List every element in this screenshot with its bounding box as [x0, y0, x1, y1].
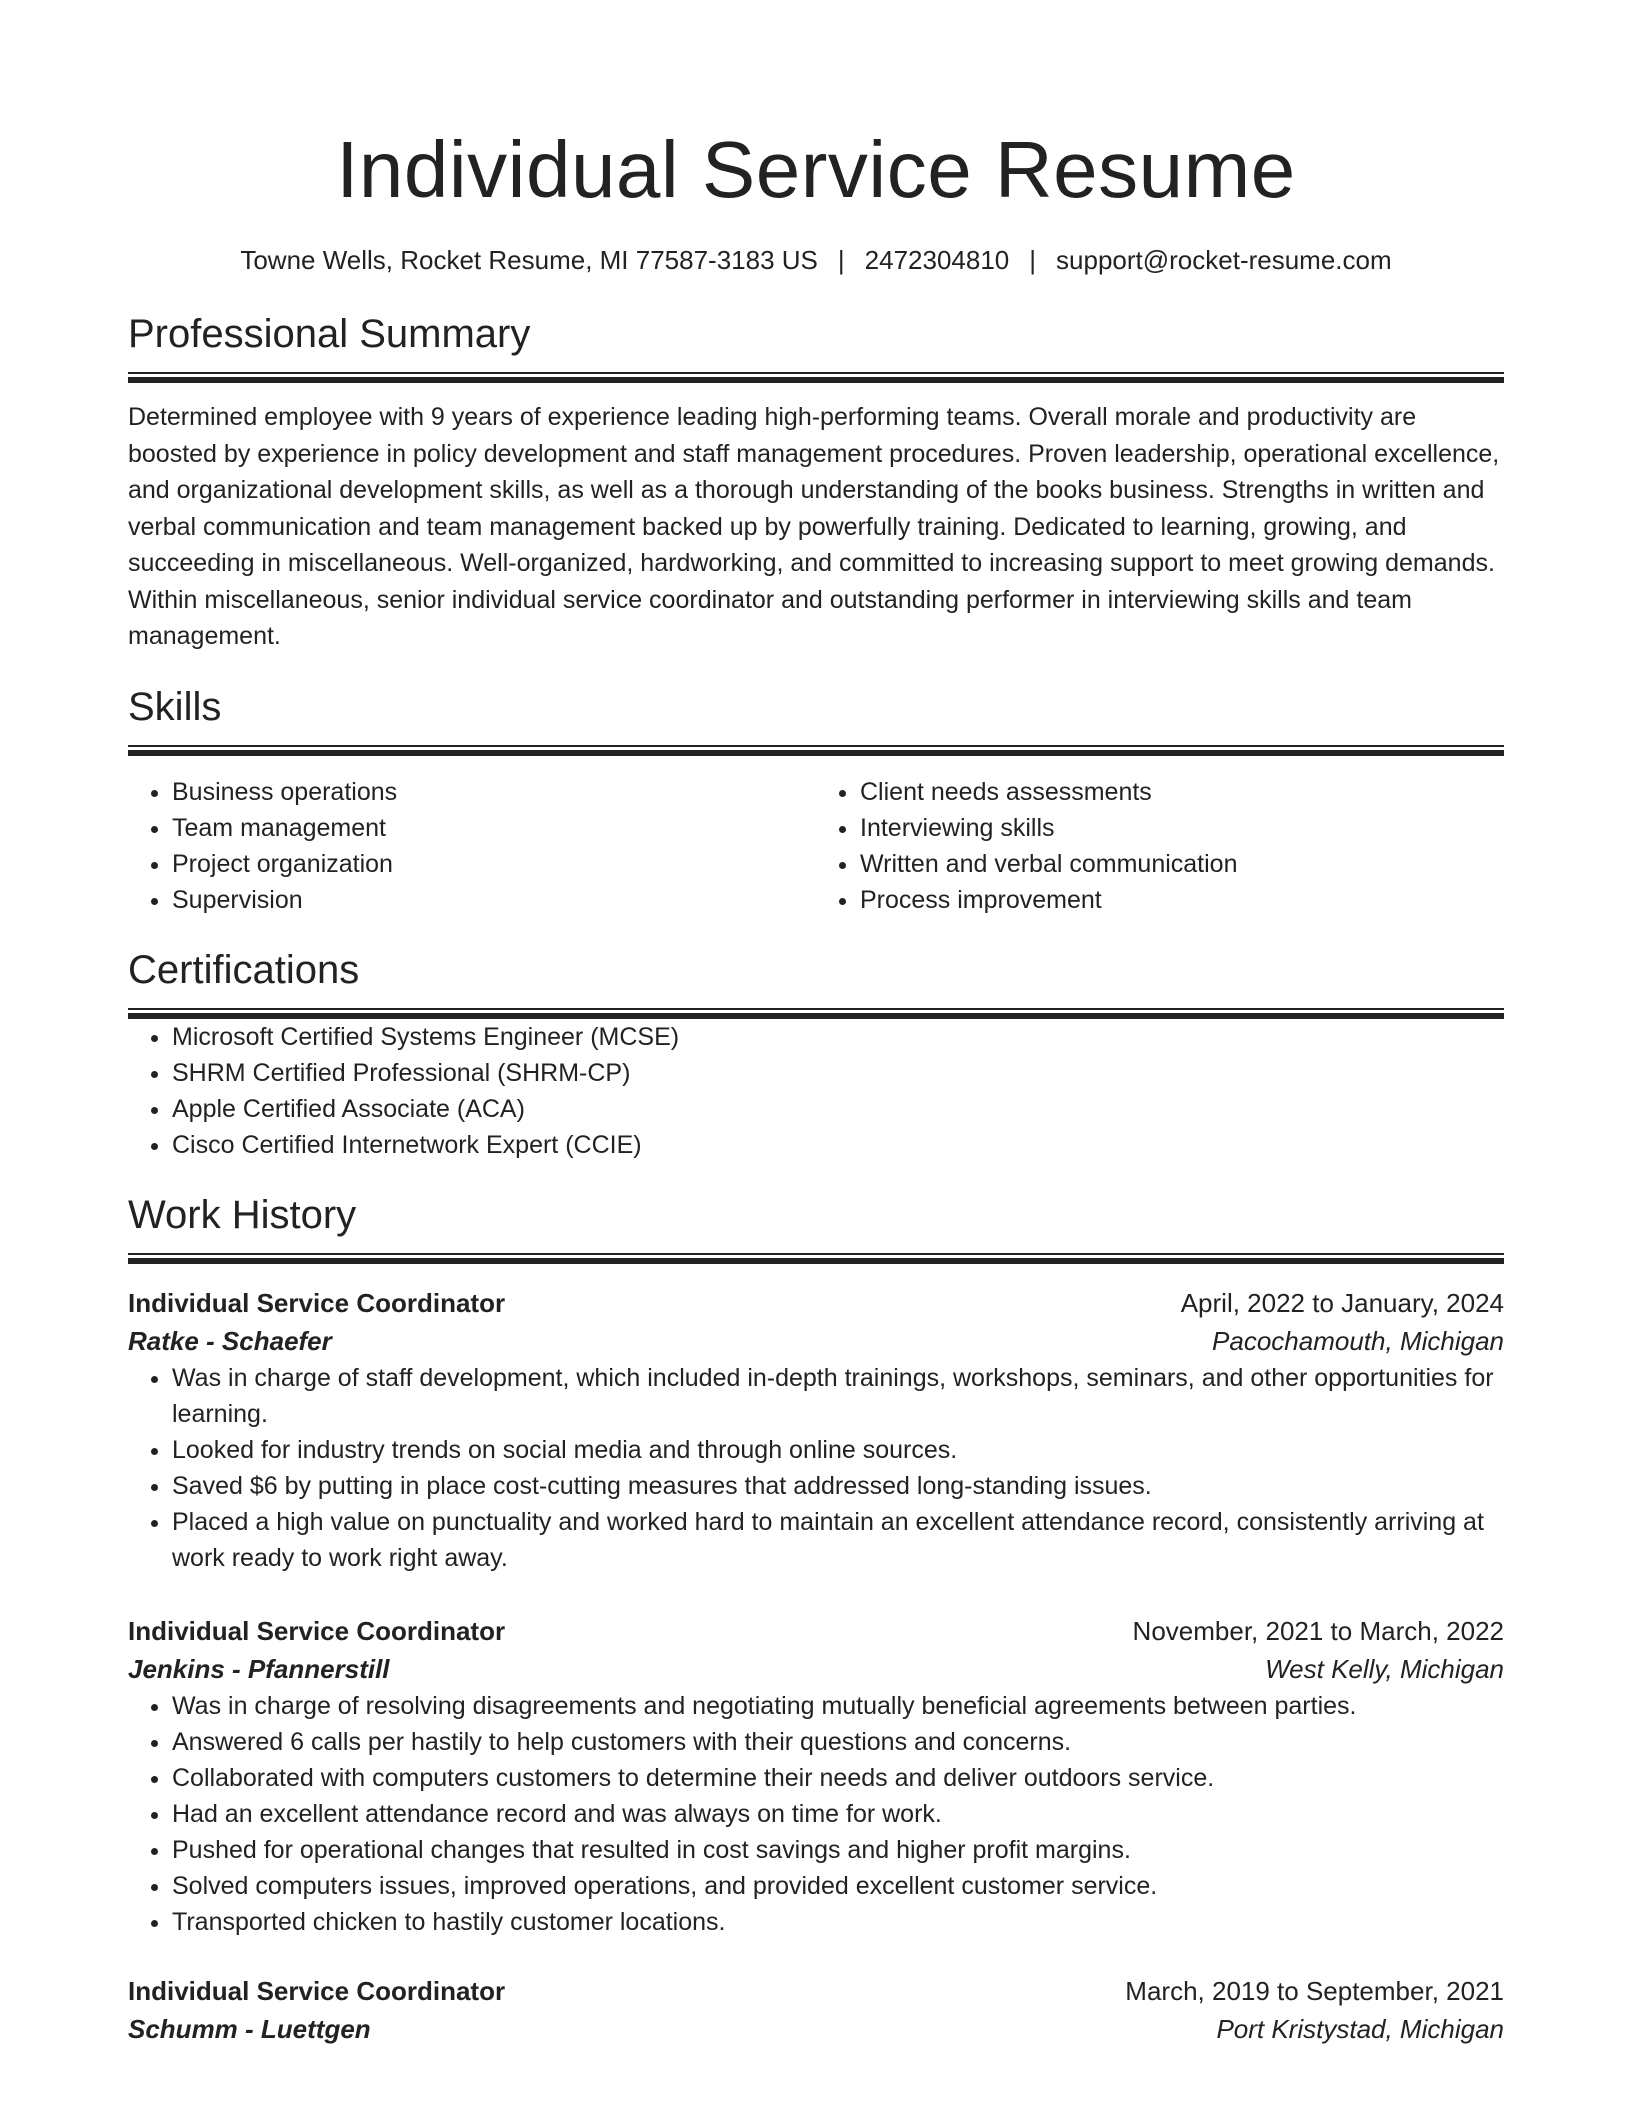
- certification-item: • Cisco Certified Internetwork Expert (CCIE): [172, 1127, 1504, 1163]
- job-location: Pacochamouth, Michigan: [1212, 1325, 1504, 1356]
- skill-item: • Process improvement: [860, 882, 1504, 918]
- certification-item: • Apple Certified Associate (ACA): [172, 1091, 1504, 1127]
- job-subheader-row: [128, 2010, 1504, 2048]
- skill-item: • Project organization: [172, 846, 816, 882]
- job-header-row: [128, 1284, 1504, 1322]
- job-duty-item: • Placed a high value on punctuality and worked hard to maintain an excellent attendance record, consistently arriving at work ready to work right away.: [172, 1504, 1504, 1576]
- contact-email: support@rocket-resume.com: [1056, 245, 1392, 275]
- job-duty-item: • Solved computers issues, improved operations, and provided excellent customer service.: [172, 1868, 1504, 1904]
- resume-title: Individual Service Resume: [336, 125, 1296, 214]
- job-location: West Kelly, Michigan: [1265, 1653, 1504, 1684]
- summary-text: Determined employee with 9 years of experience leading high-performing teams. Overall morale and productivity are boosted by experience in policy development and staff management procedures. Proven leadership, operational excellence, and organizational development skills, as well as a thorough understanding of the books business. Strengths in written and verbal communication and team management backed up by powerfully training. Dedicated to learning, growing, and succeeding in miscellaneous. Well-organized, hardworking, and committed to increasing support to meet growing demands. Within miscellaneous, senior individual service coordinator and outstanding performer in interviewing skills and team management.: [128, 403, 1500, 650]
- section-heading-skills: Skills: [128, 684, 222, 729]
- job-duty-item: • Looked for industry trends on social media and through online sources.: [172, 1432, 1504, 1468]
- job-duty-item: • Pushed for operational changes that resulted in cost savings and higher profit margins.: [172, 1832, 1504, 1868]
- skills-section: [128, 683, 1504, 918]
- job-header-row: [128, 1612, 1504, 1650]
- section-heading-certifications: Certifications: [128, 947, 360, 992]
- job-duty-item: • Answered 6 calls per hastily to help customers with their questions and concerns.: [172, 1724, 1504, 1760]
- section-divider: [128, 745, 1504, 756]
- job-duty-item: • Saved $6 by putting in place cost-cutting measures that addressed long-standing issues.: [172, 1468, 1504, 1504]
- section-divider: [128, 1008, 1504, 1019]
- job-duty-item: • Transported chicken to hastily customer locations.: [172, 1904, 1504, 1940]
- job-location: Port Kristystad, Michigan: [1216, 2013, 1504, 2044]
- skill-item: • Client needs assessments: [860, 774, 1504, 810]
- certifications-list: [128, 1019, 1504, 1163]
- job-title: Individual Service Coordinator: [128, 1615, 506, 1646]
- job-dates: April, 2022 to January, 2024: [1180, 1287, 1504, 1318]
- section-heading-summary: Professional Summary: [128, 312, 531, 356]
- job-title: Individual Service Coordinator: [128, 1975, 506, 2006]
- contact-separator: |: [1029, 245, 1037, 275]
- skill-item: • Interviewing skills: [860, 810, 1504, 846]
- job-header-row: [128, 1972, 1504, 2010]
- job-duty-item: • Was in charge of resolving disagreements and negotiating mutually beneficial agreements between parties.: [172, 1688, 1504, 1724]
- work-history-section: [128, 1191, 1504, 2048]
- section-divider: [128, 372, 1504, 383]
- job-entry: [128, 1972, 1504, 2048]
- job-company: Ratke - Schaefer: [128, 1325, 332, 1356]
- contact-line: [128, 244, 1504, 276]
- job-duty-item: • Was in charge of staff development, which included in-depth trainings, workshops, seminars, and other opportunities for learning.: [172, 1360, 1504, 1432]
- summary-section: [128, 310, 1504, 655]
- skills-column-left: [128, 774, 816, 918]
- skills-grid: [128, 774, 1504, 918]
- skill-item: • Business operations: [172, 774, 816, 810]
- contact-phone: 2472304810: [864, 245, 1010, 275]
- certifications-section: [128, 946, 1504, 1163]
- skill-item: • Supervision: [172, 882, 816, 918]
- skill-item: • Written and verbal communication: [860, 846, 1504, 882]
- contact-address: Towne Wells, Rocket Resume, MI 77587-3183 US: [240, 245, 818, 275]
- skills-column-right: [816, 774, 1504, 918]
- job-dates: March, 2019 to September, 2021: [1125, 1975, 1504, 2006]
- contact-separator: |: [837, 245, 845, 275]
- job-duties-list: [128, 1360, 1504, 1576]
- job-company: Schumm - Luettgen: [128, 2013, 371, 2044]
- job-entry: [128, 1612, 1504, 1940]
- job-duties-list: [128, 1688, 1504, 1940]
- certification-item: • SHRM Certified Professional (SHRM-CP): [172, 1055, 1504, 1091]
- certification-item: • Microsoft Certified Systems Engineer (MCSE): [172, 1019, 1504, 1055]
- job-company: Jenkins - Pfannerstill: [128, 1653, 390, 1684]
- section-heading-work-history: Work History: [128, 1192, 357, 1237]
- job-duty-item: • Collaborated with computers customers to determine their needs and deliver outdoors service.: [172, 1760, 1504, 1796]
- job-subheader-row: [128, 1322, 1504, 1360]
- job-dates: November, 2021 to March, 2022: [1132, 1615, 1504, 1646]
- job-entry: [128, 1284, 1504, 1576]
- skills-list-right: [816, 774, 1504, 918]
- job-subheader-row: [128, 1650, 1504, 1688]
- section-divider: [128, 1253, 1504, 1264]
- job-title: Individual Service Coordinator: [128, 1287, 506, 1318]
- skill-item: • Team management: [172, 810, 816, 846]
- job-duty-item: • Had an excellent attendance record and was always on time for work.: [172, 1796, 1504, 1832]
- skills-list-left: [128, 774, 816, 918]
